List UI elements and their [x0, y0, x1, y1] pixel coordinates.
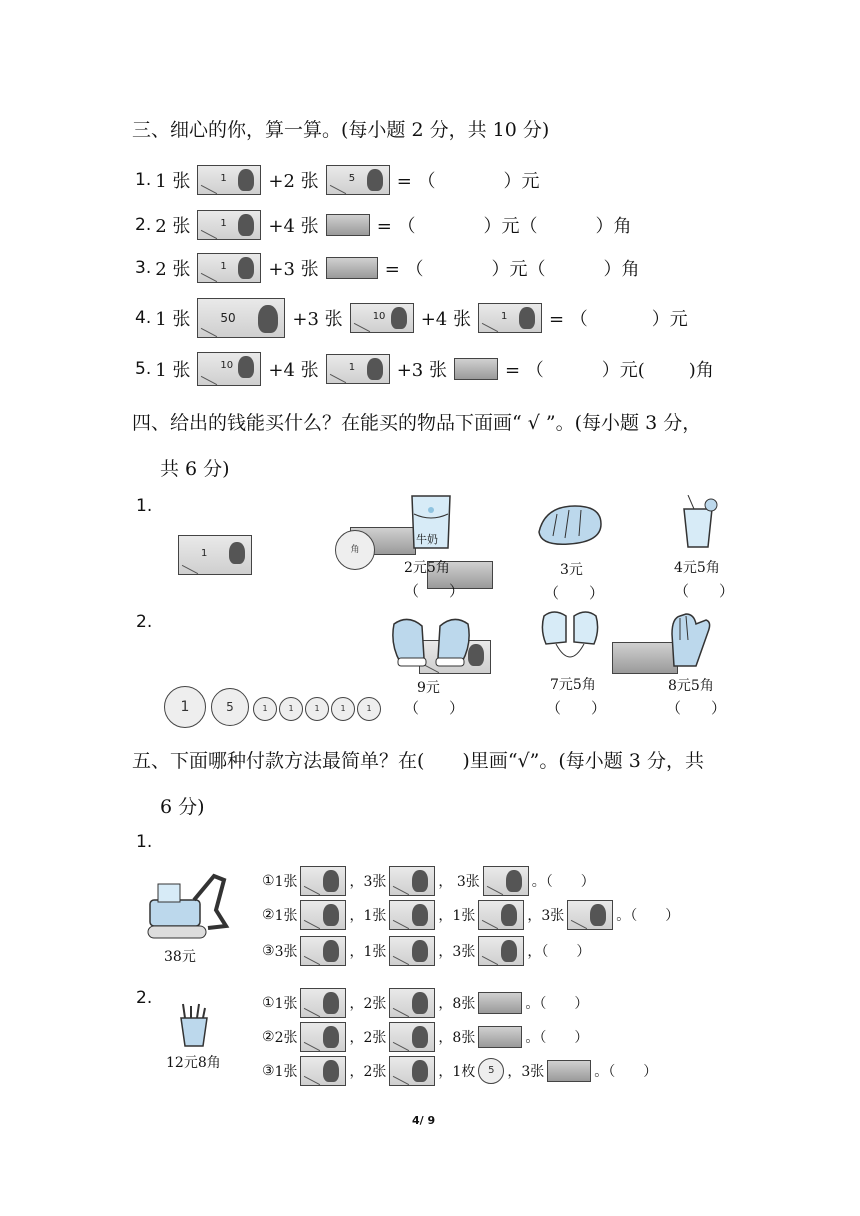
banknote-1-yuan-icon: 1 — [478, 303, 542, 333]
s4-q1-number: 1. — [136, 496, 153, 516]
option-text: ，3张 — [527, 908, 565, 924]
s3-item-1 — [135, 165, 544, 195]
banknote-1-yuan-icon — [389, 988, 435, 1018]
s3-item-5 — [135, 352, 718, 386]
option-text: ，8张 — [438, 1030, 476, 1046]
item-text: ）元( — [601, 360, 645, 381]
s5-q2-option-3 — [262, 1056, 657, 1086]
banknote-20-yuan-icon — [300, 866, 346, 896]
coin-1-jiao-icon: 1 — [357, 697, 381, 721]
option-text[interactable]: 。（ ） — [525, 996, 589, 1012]
price-label: 12元8角 — [166, 1055, 221, 1071]
option-text: ，3张 — [507, 1064, 545, 1080]
item-text: 1 张 — [155, 360, 191, 381]
option-marker: ② — [262, 907, 275, 923]
s3-item-2 — [135, 210, 636, 240]
mittens-with-string-icon — [538, 608, 602, 670]
item-text: 1 张 — [155, 309, 191, 330]
coin-1-jiao-icon: 1 — [305, 697, 329, 721]
item-text: 2 张 — [155, 259, 191, 280]
s5-q1-number: 1. — [136, 832, 153, 852]
item-text: +4 张 — [268, 216, 319, 237]
answer-blank[interactable]: （ ） — [674, 582, 735, 600]
bread-icon — [535, 502, 605, 548]
option-text: 1张 — [274, 908, 298, 924]
banknote-1-yuan-icon — [389, 1022, 435, 1052]
item-text: ）角 — [603, 259, 640, 280]
option-text: ，3张 — [438, 944, 476, 960]
answer-blank[interactable]: （ ） — [546, 699, 607, 717]
banknote-1-yuan-icon — [483, 866, 529, 896]
page-number: 4/ 9 — [412, 1114, 436, 1127]
option-text: ，2张 — [349, 1030, 387, 1046]
answer-blank[interactable]: （ ） — [404, 699, 465, 717]
option-text[interactable]: ，（ ） — [527, 944, 591, 960]
price-label: 38元 — [164, 949, 196, 965]
option-text[interactable]: 。（ ） — [525, 1030, 589, 1046]
option-marker: ① — [262, 873, 275, 889]
price-label: 9元 — [417, 680, 440, 696]
s3-item-4 — [135, 298, 692, 338]
option-text[interactable]: 。（ ） — [616, 908, 680, 924]
banknote-5-yuan-icon — [389, 936, 435, 966]
answer-blank[interactable]: （ ） — [404, 582, 465, 600]
item-number: 2. — [135, 215, 152, 235]
excavator-icon — [144, 870, 234, 942]
option-text[interactable]: 。（ ） — [594, 1064, 658, 1080]
item-text: +3 张 — [268, 259, 319, 280]
option-text: ，3张 — [349, 874, 387, 890]
banknote-1-yuan-icon: 1 — [197, 253, 261, 283]
answer-blank[interactable]: （ ） — [666, 699, 727, 717]
coin-5-jiao-icon: 5 — [211, 688, 249, 726]
section3-heading: 三、细心的你，算一算。(每小题 2 分，共 10 分) — [132, 119, 550, 141]
banknote-10-yuan-icon — [300, 936, 346, 966]
option-text: ，2张 — [349, 1064, 387, 1080]
option-marker: ② — [262, 1029, 275, 1045]
banknote-20-yuan-icon — [300, 900, 346, 930]
french-fries-icon — [177, 1002, 211, 1048]
gloves-icon — [666, 610, 716, 670]
item-text: +3 张 — [396, 360, 447, 381]
s5-q2-number: 2. — [136, 988, 153, 1008]
s5-q1-option-3 — [262, 936, 590, 966]
s5-q1-option-2 — [262, 900, 679, 930]
item-text: 1 张 — [155, 171, 191, 192]
coin-1-jiao-icon: 1 — [279, 697, 303, 721]
banknote-10-yuan-icon — [300, 988, 346, 1018]
banknote-5-yuan-icon — [478, 900, 524, 930]
option-text: ，1张 — [349, 944, 387, 960]
item-number: 1. — [135, 170, 152, 190]
banknote-1-jiao-icon — [454, 358, 498, 380]
item-text: ）元 — [651, 309, 688, 330]
option-text: ，8张 — [438, 996, 476, 1012]
item-text: +4 张 — [420, 309, 471, 330]
coin-1-jiao-icon: 1 — [253, 697, 277, 721]
section4-heading: 四、给出的钱能买什么？在能买的物品下面画“ √ ”。(每小题 3 分， — [132, 412, 702, 434]
option-marker: ③ — [262, 1063, 275, 1079]
option-text: 3张 — [274, 944, 298, 960]
item-text: ）角 — [595, 216, 632, 237]
s5-q2-option-1 — [262, 988, 588, 1018]
option-text: ，1张 — [438, 908, 476, 924]
mittens-icon — [388, 614, 474, 670]
coin-1-jiao-icon: 1 — [331, 697, 355, 721]
item-number: 3. — [135, 258, 152, 278]
item-text: +2 张 — [268, 171, 319, 192]
section4-heading-cont: 共 6 分) — [160, 458, 230, 480]
option-marker: ③ — [262, 943, 275, 959]
price-label: 2元5角 — [404, 560, 450, 576]
s5-q2-option-2 — [262, 1022, 588, 1052]
coin-1-yuan-icon: 1 — [164, 686, 206, 728]
banknote-1-yuan-icon: 1 — [197, 210, 261, 240]
banknote-10-yuan-icon — [389, 900, 435, 930]
item-text: = （ — [396, 171, 436, 192]
item-text: ）元（ — [483, 216, 538, 237]
banknote-1-jiao-icon — [478, 992, 522, 1014]
item-number: 4. — [135, 308, 152, 328]
item-text: 2 张 — [155, 216, 191, 237]
s5-q1-option-1 — [262, 866, 595, 896]
item-text: = （ — [384, 259, 424, 280]
banknote-1-yuan-icon: 1 — [197, 165, 261, 195]
banknote-1-jiao-icon — [326, 214, 370, 236]
item-text: +3 张 — [292, 309, 343, 330]
option-text: ，1张 — [349, 908, 387, 924]
item-text: )角 — [688, 360, 714, 381]
item-text: ）元 — [503, 171, 540, 192]
option-text: ，2张 — [349, 996, 387, 1012]
price-label: 3元 — [560, 562, 583, 578]
option-text: ，1枚 — [438, 1064, 476, 1080]
banknote-1-yuan-icon: 1 — [326, 354, 390, 384]
banknote-10-yuan-icon: 10 — [350, 303, 414, 333]
s3-item-3 — [135, 253, 644, 283]
option-text: 2张 — [274, 1030, 298, 1046]
option-text: 1张 — [274, 1064, 298, 1080]
milk-label: 牛奶 — [416, 533, 438, 546]
price-label: 7元5角 — [550, 677, 596, 693]
banknote-5-jiao-icon — [326, 257, 378, 279]
juice-glass-icon — [678, 495, 718, 551]
price-label: 8元5角 — [668, 678, 714, 694]
banknote-10-yuan-icon: 10 — [197, 352, 261, 386]
item-text: +4 张 — [268, 360, 319, 381]
banknote-1-yuan-icon — [389, 1056, 435, 1086]
item-text: = （ — [548, 309, 588, 330]
item-text: ）元（ — [491, 259, 546, 280]
banknote-10-yuan-icon — [300, 1056, 346, 1086]
banknote-50-yuan-icon: 50 — [197, 298, 285, 338]
item-text: = （ — [376, 216, 416, 237]
banknote-1-yuan-icon — [567, 900, 613, 930]
option-text[interactable]: 。（ ） — [531, 874, 595, 890]
banknote-5-yuan-icon — [389, 866, 435, 896]
s4-q2-number: 2. — [136, 612, 153, 632]
option-text: ， 3张 — [438, 874, 480, 890]
banknote-1-yuan-icon: 1 — [178, 535, 252, 575]
option-marker: ① — [262, 995, 275, 1011]
answer-blank[interactable]: （ ） — [544, 584, 605, 602]
item-number: 5. — [135, 359, 152, 379]
option-text: 1张 — [274, 996, 298, 1012]
price-label: 4元5角 — [674, 560, 720, 576]
section5-heading-cont: 6 分) — [160, 796, 205, 818]
banknote-1-jiao-icon — [547, 1060, 591, 1082]
banknote-5-yuan-icon: 5 — [326, 165, 390, 195]
item-text: = （ — [504, 360, 544, 381]
option-text: 1张 — [274, 874, 298, 890]
banknote-5-yuan-icon — [300, 1022, 346, 1052]
coin-5-jiao-icon: 5 — [478, 1058, 504, 1084]
banknote-1-jiao-icon — [478, 1026, 522, 1048]
coin-1-jiao-icon: 角 — [335, 530, 375, 570]
section5-heading: 五、下面哪种付款方法最简单？在( )里画“√”。(每小题 3 分，共 — [132, 750, 704, 772]
banknote-1-yuan-icon — [478, 936, 524, 966]
